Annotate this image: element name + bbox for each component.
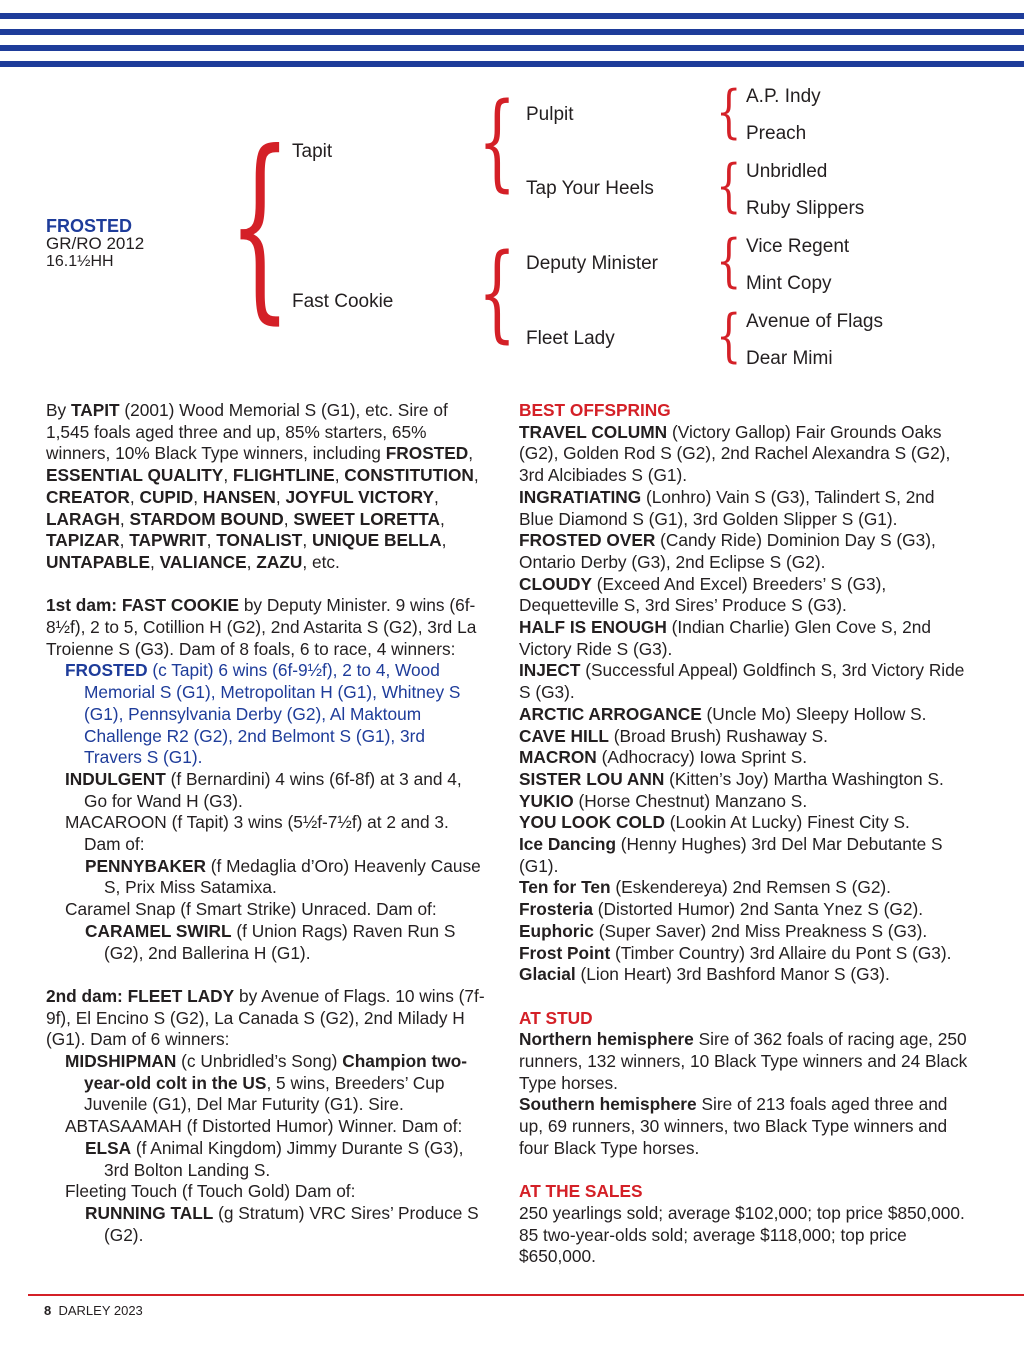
sire-para-bold: FLIGHTLINE — [232, 465, 335, 486]
sire-para-text: , — [473, 465, 479, 486]
sire-para-bold: FROSTED — [385, 443, 469, 464]
first-dam-paragraph — [46, 595, 486, 660]
sire-para-text: By — [46, 400, 71, 420]
northern-text: Sire of 362 foals of racing age, 250 runners, 132 winners, 10 Black Type winners and 24 Black Type horses. — [519, 1029, 968, 1093]
pedigree-brace-small: { — [716, 153, 742, 220]
header-stripe — [0, 13, 1024, 19]
offspring-name: Ice Dancing — [519, 834, 616, 855]
page-number: 8 — [44, 1303, 52, 1318]
produce-elsa — [46, 1138, 486, 1181]
offspring-item — [519, 487, 971, 530]
offspring-text: (Timber Country) 3rd Allaire du Pont S (G3). — [610, 942, 952, 963]
sire-para-bold: TAPIT — [70, 400, 120, 420]
offspring-item — [519, 834, 971, 877]
horse-name: FROSTED — [46, 216, 133, 236]
pedigree-sire-sire: Pulpit — [526, 104, 574, 125]
sire-para-bold: ESSENTIAL QUALITY — [46, 465, 224, 486]
offspring-item — [519, 422, 971, 487]
offspring-text: (Adhocracy) Iowa Sprint S. — [596, 747, 808, 768]
sire-para-text: , — [468, 443, 474, 464]
produce-text: (g Stratum) VRC Sires’ Produce S (G2). — [104, 1202, 479, 1245]
sire-para-text: , — [433, 486, 439, 507]
horse-height: 16.1½HH — [46, 253, 114, 270]
pedigree-brace-small: { — [716, 228, 742, 295]
sire-para-bold: TAPIZAR — [46, 530, 120, 551]
offspring-text: (Super Saver) 2nd Miss Preakness S (G3). — [593, 920, 928, 941]
pedigree-brace-large: { — [228, 108, 292, 342]
second-dam-name: FLEET LADY — [127, 985, 235, 1006]
offspring-item — [519, 964, 971, 986]
pedigree-ggp: Dear Mimi — [746, 348, 833, 369]
left-column — [46, 400, 486, 1246]
sire-para-text: , — [246, 551, 257, 572]
offspring-text: (Broad Brush) Rushaway S. — [608, 725, 828, 746]
pedigree-dam-sire: Deputy Minister — [526, 253, 658, 274]
sire-para-text: , — [129, 486, 140, 507]
sire-para-text: , — [334, 465, 345, 486]
sire-para-bold: CUPID — [139, 486, 194, 507]
offspring-name: INGRATIATING — [519, 486, 642, 507]
right-column — [519, 400, 971, 1268]
sire-para-text: , — [150, 551, 160, 572]
pedigree-ggp: Avenue of Flags — [746, 311, 883, 332]
northern-hemisphere — [519, 1029, 971, 1094]
sire-para-text: , etc. — [302, 551, 340, 572]
southern-label: Southern hemisphere — [519, 1094, 697, 1115]
offspring-name: HALF IS ENOUGH — [519, 617, 667, 638]
offspring-text: (Uncle Mo) Sleepy Hollow S. — [701, 703, 927, 724]
at-sales-heading: AT THE SALES — [519, 1181, 643, 1202]
sire-para-bold: TAPWRIT — [129, 530, 207, 551]
offspring-item — [519, 791, 971, 813]
offspring-name: TRAVEL COLUMN — [519, 421, 668, 442]
sales-two-year-olds: 85 two-year-olds sold; average $118,000; top price $650,000. — [519, 1224, 907, 1267]
horse-color-year: GR/RO 2012 — [46, 234, 145, 253]
offspring-name: Frosteria — [519, 899, 593, 920]
produce-macaroon: MACAROON (f Tapit) 3 wins (5½f-7½f) at 2 and 3. Dam of: — [65, 812, 449, 855]
sire-para-text: , — [119, 530, 130, 551]
offspring-item — [519, 812, 971, 834]
second-dam-text: by Avenue of Flags. 10 wins (7f-9f), El Encino S (G2), La Canada S (G2), 2nd Milady H (G1). Dam of 6 winners: — [46, 985, 485, 1050]
produce-text: (f Union Rags) Raven Run S (G2), 2nd Ballerina H (G1). — [104, 920, 456, 963]
first-dam-label: 1st dam: — [46, 595, 122, 616]
offspring-text: (Kitten’s Joy) Martha Washington S. — [664, 768, 944, 789]
sales-yearlings: 250 yearlings sold; average $102,000; top price $850,000. — [519, 1202, 965, 1223]
sire-para-text: , — [275, 486, 286, 507]
sire-para-bold: ZAZU — [256, 551, 303, 572]
offspring-name: ARCTIC ARROGANCE — [519, 703, 702, 724]
pedigree-ggp: Preach — [746, 123, 807, 144]
produce-text: (f Medaglia d’Oro) Heavenly Cause S, Prix Miss Satamixa. — [104, 855, 481, 898]
header-stripe — [0, 61, 1024, 67]
sire-para-text: , — [119, 508, 130, 529]
produce-frosted — [46, 660, 486, 769]
pedigree-brace-small: { — [716, 79, 742, 146]
sire-para-text: , — [223, 465, 233, 486]
produce-text: (f Bernardini) 4 wins (6f-8f) at 3 and 4, Go for Wand H (G3). — [84, 768, 462, 811]
sire-para-bold: UNIQUE BELLA — [311, 530, 442, 551]
produce-champion: Champion two-year-old colt in the US — [84, 1051, 468, 1093]
offspring-name: CLOUDY — [519, 573, 592, 594]
sire-para-bold: CREATOR — [46, 486, 130, 507]
second-dam-label: 2nd dam: — [46, 985, 128, 1006]
offspring-text: (Lookin At Lucky) Finest City S. — [664, 812, 910, 833]
offspring-text: (Lion Heart) 3rd Bashford Manor S (G3). — [575, 964, 890, 985]
produce-name: INDULGENT — [65, 768, 166, 789]
produce-running-tall — [46, 1203, 486, 1246]
sire-para-text: , — [302, 530, 312, 551]
offspring-item — [519, 704, 971, 726]
offspring-name: CAVE HILL — [519, 725, 609, 746]
footer-rule — [28, 1294, 1024, 1296]
sire-para-bold: SWEET LORETTA — [293, 508, 440, 529]
produce-text: (c Unbridled’s Song) — [176, 1051, 343, 1072]
produce-abtasaamah: ABTASAAMAH (f Distorted Humor) Winner. Dam of: — [65, 1116, 463, 1137]
sire-para-bold: LARAGH — [46, 508, 120, 529]
southern-hemisphere — [519, 1094, 971, 1159]
sire-para-text: , — [441, 530, 447, 551]
offspring-item — [519, 943, 971, 965]
sire-para-text: , — [193, 486, 203, 507]
offspring-text: (Exceed And Excel) Breeders’ S (G3), Dequetteville S, 3rd Sires’ Produce S (G3). — [519, 573, 887, 616]
produce-fleeting-touch: Fleeting Touch (f Touch Gold) Dam of: — [65, 1181, 356, 1202]
best-offspring-heading: BEST OFFSPRING — [519, 400, 671, 420]
offspring-name: MACRON — [519, 747, 597, 768]
produce-indulgent — [46, 769, 486, 812]
offspring-name: Euphoric — [519, 920, 594, 941]
offspring-item — [519, 899, 971, 921]
pedigree-dam: Fast Cookie — [292, 291, 394, 312]
sire-para-text: , — [206, 530, 217, 551]
first-dam-text: by Deputy Minister. 9 wins (6f-8½f), 2 to 5, Cotillion H (G2), 2nd Astarita S (G2), 3rd La Troienne S (G3). Dam of 8 foals, 6 to race, 4 winners: — [46, 595, 477, 659]
produce-midshipman — [46, 1051, 486, 1116]
sire-para-text: (2001) Wood Memorial S (G1), etc. Sire of 1,545 foals aged three and up, 85% starters, 65% winners, 10% Black Type winners, including — [46, 400, 448, 464]
offspring-name: SISTER LOU ANN — [519, 768, 665, 789]
sire-para-bold: TONALIST — [216, 530, 303, 551]
second-dam-paragraph — [46, 986, 486, 1051]
sire-para-bold: JOYFUL VICTORY — [285, 486, 434, 507]
offspring-name: YOU LOOK COLD — [519, 812, 665, 833]
first-dam-name: FAST COOKIE — [121, 595, 240, 616]
produce-name: ELSA — [85, 1137, 132, 1158]
pedigree-sire-dam: Tap Your Heels — [526, 178, 654, 199]
produce-caramel-snap: Caramel Snap (f Smart Strike) Unraced. Dam of: — [65, 899, 437, 920]
footer — [44, 1303, 143, 1318]
header-stripe — [0, 45, 1024, 51]
offspring-list — [519, 422, 971, 986]
pedigree-brace-small: { — [716, 303, 742, 370]
northern-label: Northern hemisphere — [519, 1029, 694, 1050]
sire-para-text: , — [439, 508, 445, 529]
pedigree-ggp: Ruby Slippers — [746, 198, 865, 219]
offspring-item — [519, 726, 971, 748]
offspring-item — [519, 617, 971, 660]
produce-text: (f Animal Kingdom) Jimmy Durante S (G3), 3rd Bolton Landing S. — [104, 1137, 464, 1180]
offspring-text: (Candy Ride) Dominion Day S (G3), Ontario Derby (G3), 2nd Eclipse S (G2). — [519, 530, 936, 572]
offspring-item — [519, 530, 971, 573]
pedigree-ggp: A.P. Indy — [746, 86, 821, 107]
offspring-item — [519, 747, 971, 769]
offspring-text: (Victory Gallop) Fair Grounds Oaks (G2), Golden Rod S (G2), 2nd Rachel Alexandra S (G2), 3rd Alcibiades S (G1). — [519, 421, 951, 486]
produce-caramel-swirl — [46, 921, 486, 964]
produce-text: , 5 wins, Breeders’ Cup Juvenile (G1), Del Mar Futurity (G1). Sire. — [84, 1072, 445, 1115]
offspring-name: FROSTED OVER — [519, 530, 656, 551]
sire-para-bold: HANSEN — [202, 486, 276, 507]
offspring-item — [519, 877, 971, 899]
offspring-text: (Eskendereya) 2nd Remsen S (G2). — [610, 877, 891, 898]
sire-para-bold: UNTAPABLE — [46, 551, 150, 572]
offspring-text: (Successful Appeal) Goldfinch S, 3rd Victory Ride S (G3). — [519, 660, 965, 703]
offspring-name: INJECT — [519, 660, 581, 681]
offspring-name: Glacial — [519, 964, 576, 985]
offspring-text: (Horse Chestnut) Manzano S. — [573, 790, 808, 811]
offspring-item — [519, 921, 971, 943]
produce-name: RUNNING TALL — [85, 1202, 214, 1223]
publication-name: DARLEY 2023 — [58, 1303, 143, 1318]
pedigree-brace-medium: { — [478, 81, 517, 204]
pedigree-sire: Tapit — [292, 141, 333, 162]
produce-name: CARAMEL SWIRL — [85, 920, 232, 941]
pedigree-ggp: Mint Copy — [746, 273, 832, 294]
offspring-text: (Henny Hughes) 3rd Del Mar Debutante S (G1). — [519, 834, 943, 876]
produce-name: PENNYBAKER — [85, 855, 206, 876]
produce-pennybaker — [46, 856, 486, 899]
pedigree-ggp: Unbridled — [746, 161, 828, 182]
offspring-text: (Distorted Humor) 2nd Santa Ynez S (G2). — [592, 899, 924, 920]
offspring-text: (Lonhro) Vain S (G3), Talindert S, 2nd Blue Diamond S (G1), 3rd Golden Slipper S (G1). — [519, 486, 935, 529]
southern-text: Sire of 213 foals aged three and up, 69 runners, 30 winners, two Black Type winners and four Black Type horses. — [519, 1094, 948, 1158]
produce-name: MIDSHIPMAN — [65, 1051, 177, 1072]
pedigree-brace-medium: { — [478, 232, 517, 355]
sire-para-text: , — [283, 508, 294, 529]
offspring-text: (Indian Charlie) Glen Cove S, 2nd Victory Ride S (G3). — [519, 617, 932, 659]
produce-text: (c Tapit) 6 wins (6f-9½f), 2 to 4, Wood Memorial S (G1), Metropolitan H (G1), Whitney S (G1), Pennsylvania Derby (G2), Al Maktoum Challenge R2 (G2), 2nd Belmont S (G1), 3rd Travers S (G1). — [84, 660, 461, 768]
sire-para-bold: STARDOM BOUND — [129, 508, 284, 529]
pedigree-dam-dam: Fleet Lady — [526, 328, 615, 349]
offspring-name: YUKIO — [519, 790, 574, 811]
offspring-name: Ten for Ten — [519, 877, 611, 898]
offspring-name: Frost Point — [519, 942, 611, 963]
offspring-item — [519, 660, 971, 703]
sire-para-bold: CONSTITUTION — [344, 465, 474, 486]
sire-paragraph — [46, 400, 486, 574]
produce-name: FROSTED — [65, 660, 148, 681]
sire-para-bold: VALIANCE — [159, 551, 247, 572]
at-stud-heading: AT STUD — [519, 1007, 593, 1028]
offspring-item — [519, 574, 971, 617]
header-stripe — [0, 29, 1024, 35]
offspring-item — [519, 769, 971, 791]
pedigree-ggp: Vice Regent — [746, 236, 850, 257]
